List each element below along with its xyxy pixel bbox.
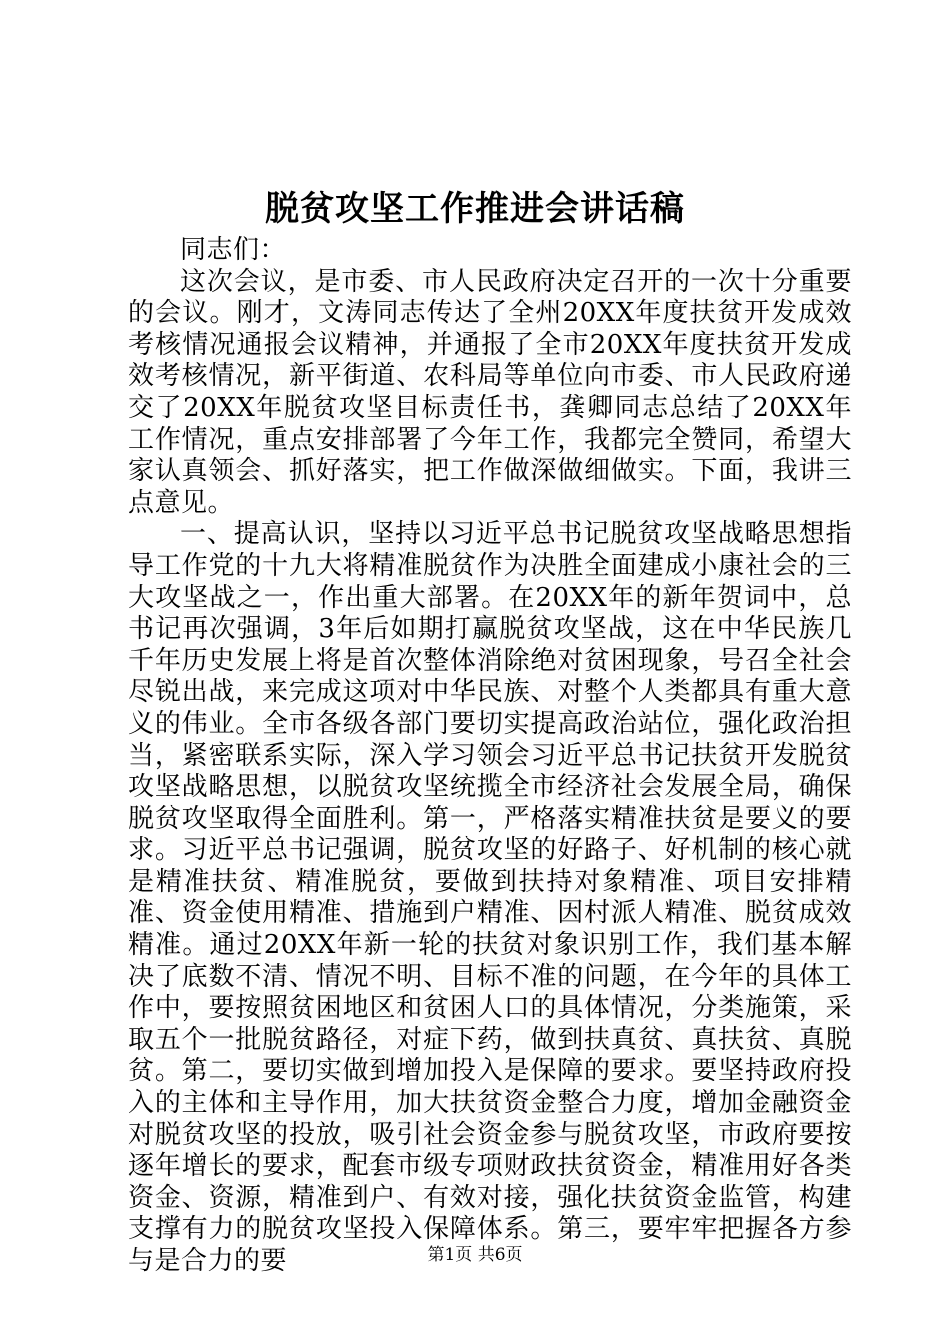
document-title: 脱贫攻坚工作推进会讲话稿 [265, 189, 685, 229]
paragraph-section-one: 一、提高认识，坚持以习近平总书记脱贫攻坚战略思想指导工作党的十九大将精准脱贫作为决胜全面建成小康社会的三大攻坚战之一，作出重大部署。在20XX年的新年贺词中，总书记再次强调，3年后如期打赢脱贫攻坚战，这在中华民族几千年历史发展上将是首次整体消除绝对贫困现象，号召全社会尽锐出战，来完成这项对中华民族、对整个人类都具有重大意义的伟业。全市各级各部门要切实提高政治站位，强化政治担当，紧密联系实际，深入学习领会习近平总书记扶贫开发脱贫攻坚战略思想，以脱贫攻坚统揽全市经济社会发展全局，确保脱贫攻坚取得全面胜利。第一，严格落实精准扶贫是要义的要求。习近平总书记强调，脱贫攻坚的好路子、好机制的核心就是精准扶贫、精准脱贫，要做到扶持对象精准、项目安排精准、资金使用精准、措施到户精准、因村派人精准、脱贫成效精准。通过20XX年新一轮的扶贫对象识别工作，我们基本解决了底数不清、情况不明、目标不准的问题，在今年的具体工作中，要按照贫困地区和贫困人口的具体情况，分类施策，采取五个一批脱贫路径，对症下药，做到扶真贫、真扶贫、真脱贫。第二，要切实做到增加投入是保障的要求。要坚持政府投入的主体和主导作用，加大扶贫资金整合力度，增加金融资金对脱贫攻坚的投放，吸引社会资金参与脱贫攻坚，市政府要按逐年增长的要求，配套市级专项财政扶贫资金，精准用好各类资金、资源，精准到户、有效对接，强化扶贫资金监管，构建支撑有力的脱贫攻坚投入保障体系。第三，要牢牢把握各方参与是合力的要 [128, 519, 852, 1276]
salutation: 同志们： [180, 235, 287, 265]
paragraph-intro: 这次会议，是市委、市人民政府决定召开的一次十分重要的会议。刚才，文涛同志传达了全州20XX年度扶贫开发成效考核情况通报会议精神，并通报了全市20XX年度扶贫开发成效考核情况，新平街道、农科局等单位向市委、市人民政府递交了20XX年脱贫攻坚目标责任书，龚卿同志总结了20XX年工作情况，重点安排部署了今年工作，我都完全赞同，希望大家认真领会、抓好落实，把工作做深做细做实。下面，我讲三点意见。 [128, 266, 852, 518]
document-body [128, 235, 852, 1278]
page-footer: 第1页 共6页 [427, 1245, 523, 1265]
